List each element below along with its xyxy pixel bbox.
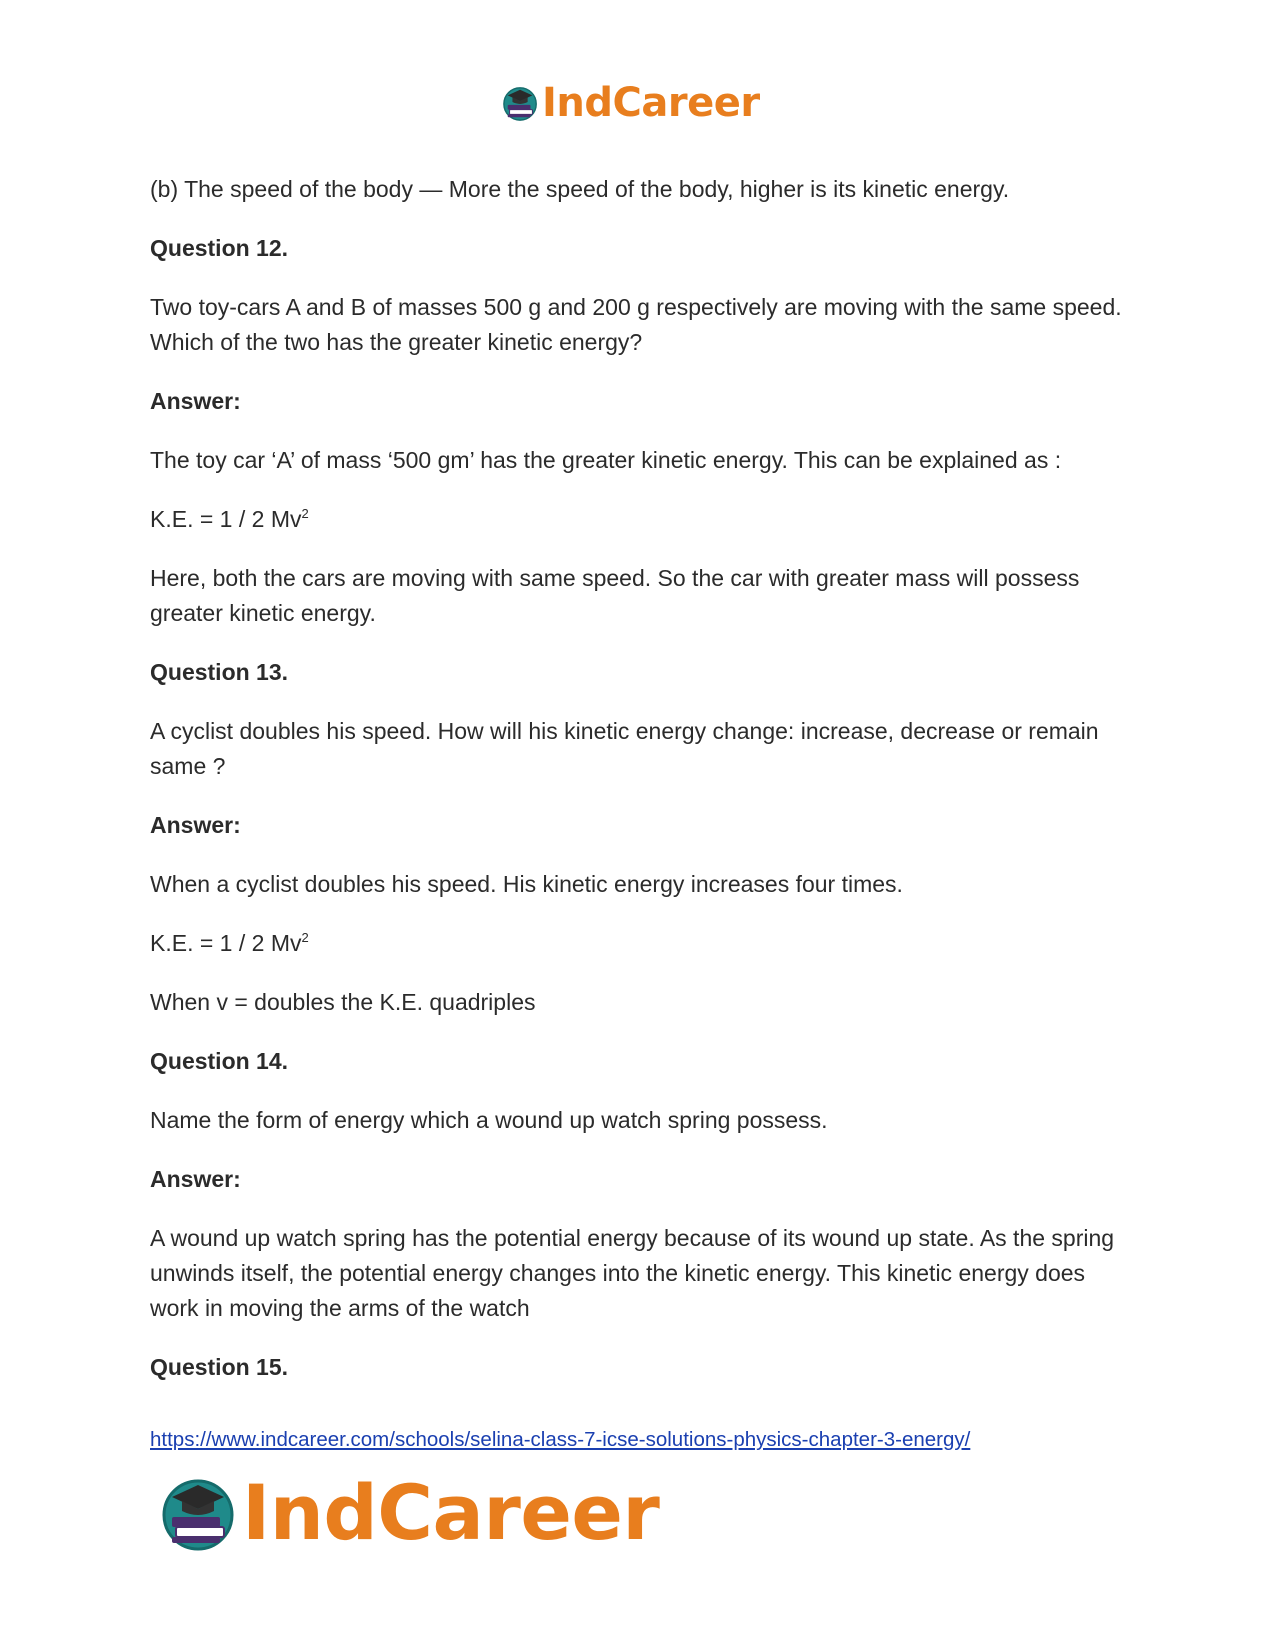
question-12-title: Question 12. xyxy=(150,235,289,261)
header-logo xyxy=(502,78,760,128)
question-12-answer: The toy car ‘A’ of mass ‘500 gm’ has the greater kinetic energy. This can be explained as : xyxy=(150,447,1062,473)
brand-name: IndCareer xyxy=(242,1468,660,1557)
question-13-formula xyxy=(150,926,1130,961)
formula-exponent: 2 xyxy=(301,930,309,945)
graduation-book-icon xyxy=(502,83,540,123)
formula-text: K.E. = 1 / 2 Mv xyxy=(150,930,302,956)
formula-exponent: 2 xyxy=(301,506,309,521)
source-link[interactable]: https://www.indcareer.com/schools/selina-class-7-icse-solutions-physics-chapter-3-energy/ xyxy=(150,1428,971,1451)
question-12-explanation: Here, both the cars are moving with same speed. So the car with greater mass will possess greater kinetic energy. xyxy=(150,565,1080,626)
question-12-answer-label: Answer: xyxy=(150,388,241,414)
question-13-text: A cyclist doubles his speed. How will his kinetic energy change: increase, decrease or remain same ? xyxy=(150,718,1099,779)
formula-text: K.E. = 1 / 2 Mv xyxy=(150,506,302,532)
question-13-note: When v = doubles the K.E. quadriples xyxy=(150,989,536,1015)
question-12-formula xyxy=(150,502,1130,537)
question-14-text: Name the form of energy which a wound up watch spring possess. xyxy=(150,1107,828,1133)
question-14-answer-label: Answer: xyxy=(150,1166,241,1192)
question-13-answer-label: Answer: xyxy=(150,812,241,838)
graduation-book-icon xyxy=(160,1471,240,1555)
question-14-answer: A wound up watch spring has the potential energy because of its wound up state. As the spring unwinds itself, the potential energy changes into the kinetic energy. This kinetic energy does work in moving the arms of the watch xyxy=(150,1225,1115,1321)
footer-logo xyxy=(160,1468,659,1558)
brand-name: IndCareer xyxy=(542,80,760,126)
question-13-title: Question 13. xyxy=(150,659,289,685)
paragraph-b: (b) The speed of the body — More the speed of the body, higher is its kinetic energy. xyxy=(150,176,1010,202)
question-13-answer: When a cyclist doubles his speed. His kinetic energy increases four times. xyxy=(150,871,903,897)
question-15-title: Question 15. xyxy=(150,1354,289,1380)
question-14-title: Question 14. xyxy=(150,1048,289,1074)
question-12-text: Two toy-cars A and B of masses 500 g and 200 g respectively are moving with the same speed. Which of the two has the greater kinetic energy? xyxy=(150,294,1122,355)
document-body xyxy=(150,172,1130,1409)
